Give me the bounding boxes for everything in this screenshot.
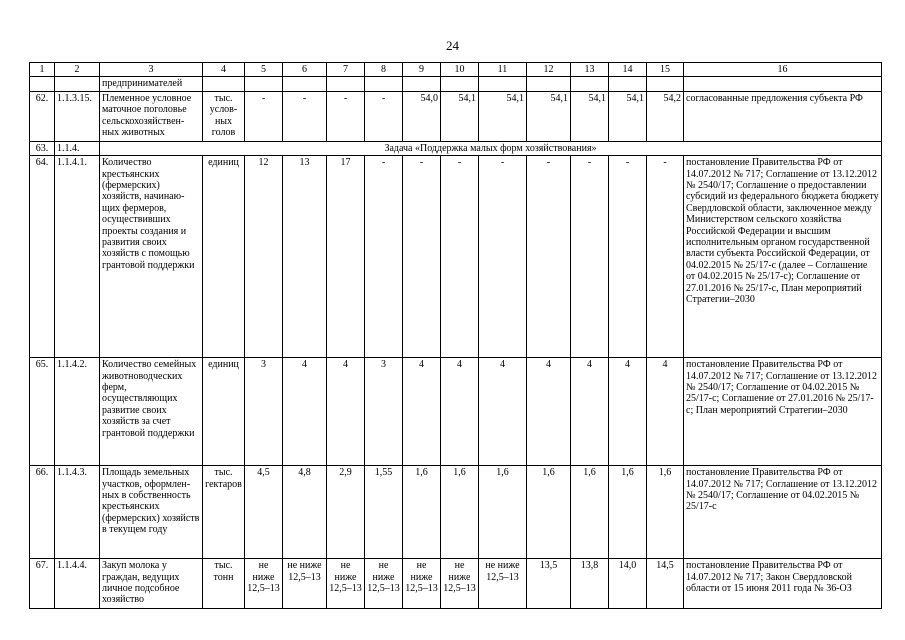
header-cell: 10 [441,63,479,77]
header-row [30,63,882,77]
value-cell: не ниже 12,5–13 [365,559,403,609]
header-cell: 16 [684,63,882,77]
value-cell: - [283,91,327,141]
row-code: 1.1.4.3. [55,466,100,559]
value-cell: 4 [647,358,684,466]
value-cell: 4 [479,358,527,466]
value-cell: 12 [245,156,283,358]
value-cell: не ниже 12,5–13 [245,559,283,609]
table-row [30,358,882,466]
source-cell: согласованные предложения субъекта РФ [684,91,882,141]
task-title: Задача «Поддержка малых форм хозяйствования» [100,141,882,155]
value-cell: 1,6 [647,466,684,559]
value-cell: 4 [283,358,327,466]
row-code: 1.1.4.1. [55,156,100,358]
value-cell: 1,6 [609,466,647,559]
value-cell: - [479,156,527,358]
header-cell: 6 [283,63,327,77]
value-cell: 1,6 [441,466,479,559]
value-cell: не ниже 12,5–13 [441,559,479,609]
unit: тыс. тонн [203,559,245,609]
header-cell: 7 [327,63,365,77]
value-cell: 2,9 [327,466,365,559]
value-cell: - [647,156,684,358]
value-cell: 13 [283,156,327,358]
table-row [30,466,882,559]
value-cell: 54,2 [647,91,684,141]
indicator-name: Площадь земельных участков, оформлен-ных в собственность крестьянских (фермерских) хозяйств в текущем году [100,466,203,559]
value-cell: не ниже 12,5–13 [403,559,441,609]
value-cell: 13,8 [571,559,609,609]
row-code: 1.1.4.4. [55,559,100,609]
value-cell: - [609,156,647,358]
value-cell: 54,1 [441,91,479,141]
indicator-name: Закуп молока у граждан, ведущих личное подсобное хозяйство [100,559,203,609]
unit: тыс. услов-ных голов [203,91,245,141]
unit: тыс. гектаров [203,466,245,559]
value-cell: 1,6 [571,466,609,559]
header-cell: 9 [403,63,441,77]
value-cell: 54,0 [403,91,441,141]
value-cell: 4 [403,358,441,466]
row-number: 64. [30,156,55,358]
page-number: 24 [446,38,459,53]
header-cell: 15 [647,63,684,77]
value-cell: 4 [609,358,647,466]
value-cell: 17 [327,156,365,358]
value-cell: 54,1 [609,91,647,141]
continuation-text: предпринимателей [100,77,203,91]
header-cell: 8 [365,63,403,77]
continuation-row [30,77,882,91]
row-number: 65. [30,358,55,466]
value-cell: 13,5 [527,559,571,609]
indicator-name: Количество крестьянских (фермерских) хозяйств, начинаю-щих фермеров, осуществивших проекты создания и развития своих хозяйств с помощью грантовой поддержки [100,156,203,358]
indicator-name: Племенное условное маточное поголовье сельскохозяйствен-ных животных [100,91,203,141]
value-cell: не ниже 12,5–13 [283,559,327,609]
value-cell: 14,0 [609,559,647,609]
value-cell: - [441,156,479,358]
source-cell: постановление Правительства РФ от 14.07.2012 № 717; Закон Свердловской области от 15 июня 2011 года № 36-ОЗ [684,559,882,609]
value-cell: 4,5 [245,466,283,559]
header-cell: 13 [571,63,609,77]
table-row [30,156,882,358]
table-row [30,559,882,609]
source-cell: постановление Правительства РФ от 14.07.2012 № 717; Соглашение от 13.12.2012 № 2540/17; Соглашение от 04.02.2015 № 25/17-с; Соглашение от 27.01.2016 № 25/17-с; План мероприятий Стратегии–2030 [684,358,882,466]
value-cell: 1,55 [365,466,403,559]
value-cell: - [245,91,283,141]
source-cell: постановление Правительства РФ от 14.07.2012 № 717; Соглашение от 13.12.2012 № 2540/17; Соглашение от 04.02.2015 № 25/17-с [684,466,882,559]
row-number: 66. [30,466,55,559]
value-cell: не ниже 12,5–13 [327,559,365,609]
value-cell: - [365,91,403,141]
row-number: 67. [30,559,55,609]
header-cell: 11 [479,63,527,77]
header-cell: 3 [100,63,203,77]
value-cell: 54,1 [527,91,571,141]
indicators-table [29,62,882,609]
task-row [30,141,882,155]
value-cell: 4 [327,358,365,466]
value-cell: 14,5 [647,559,684,609]
value-cell: 54,1 [479,91,527,141]
value-cell: 54,1 [571,91,609,141]
value-cell: - [327,91,365,141]
value-cell: - [403,156,441,358]
header-cell: 4 [203,63,245,77]
row-number: 62. [30,91,55,141]
header-cell: 5 [245,63,283,77]
row-code: 1.1.4.2. [55,358,100,466]
value-cell: 1,6 [403,466,441,559]
row-number: 63. [30,141,55,155]
value-cell: - [365,156,403,358]
header-cell: 14 [609,63,647,77]
header-cell: 12 [527,63,571,77]
row-code: 1.1.4. [55,141,100,155]
value-cell: 3 [365,358,403,466]
value-cell: 3 [245,358,283,466]
value-cell: 4 [527,358,571,466]
value-cell: 1,6 [479,466,527,559]
indicator-name: Количество семейных животноводческих ферм, осуществляющих развитие своих хозяйств за счет грантовой поддержки [100,358,203,466]
value-cell: 4 [571,358,609,466]
value-cell: 4 [441,358,479,466]
source-cell: постановление Правительства РФ от 14.07.2012 № 717; Соглашение от 13.12.2012 № 2540/17; Соглашение о предоставлении субсидий из федерального бюджета бюджету Свердловской области, заключенное между Министерством сельского хозяйства Российской Федерации и высшим исполнительным органом государственной власти субъекта Российской Федерации, от 04.02.2015 № 25/17-с (далее – Соглашение от 04.02.2015 № 25/17-с); Соглашение от 27.01.2016 № 25/17-с, План мероприятий Стратегии–2030 [684,156,882,358]
value-cell: 1,6 [527,466,571,559]
header-cell: 2 [55,63,100,77]
table-row [30,91,882,141]
value-cell: 4,8 [283,466,327,559]
unit: единиц [203,358,245,466]
value-cell: не ниже 12,5–13 [479,559,527,609]
row-code: 1.1.3.15. [55,91,100,141]
header-cell: 1 [30,63,55,77]
value-cell: - [527,156,571,358]
unit: единиц [203,156,245,358]
value-cell: - [571,156,609,358]
